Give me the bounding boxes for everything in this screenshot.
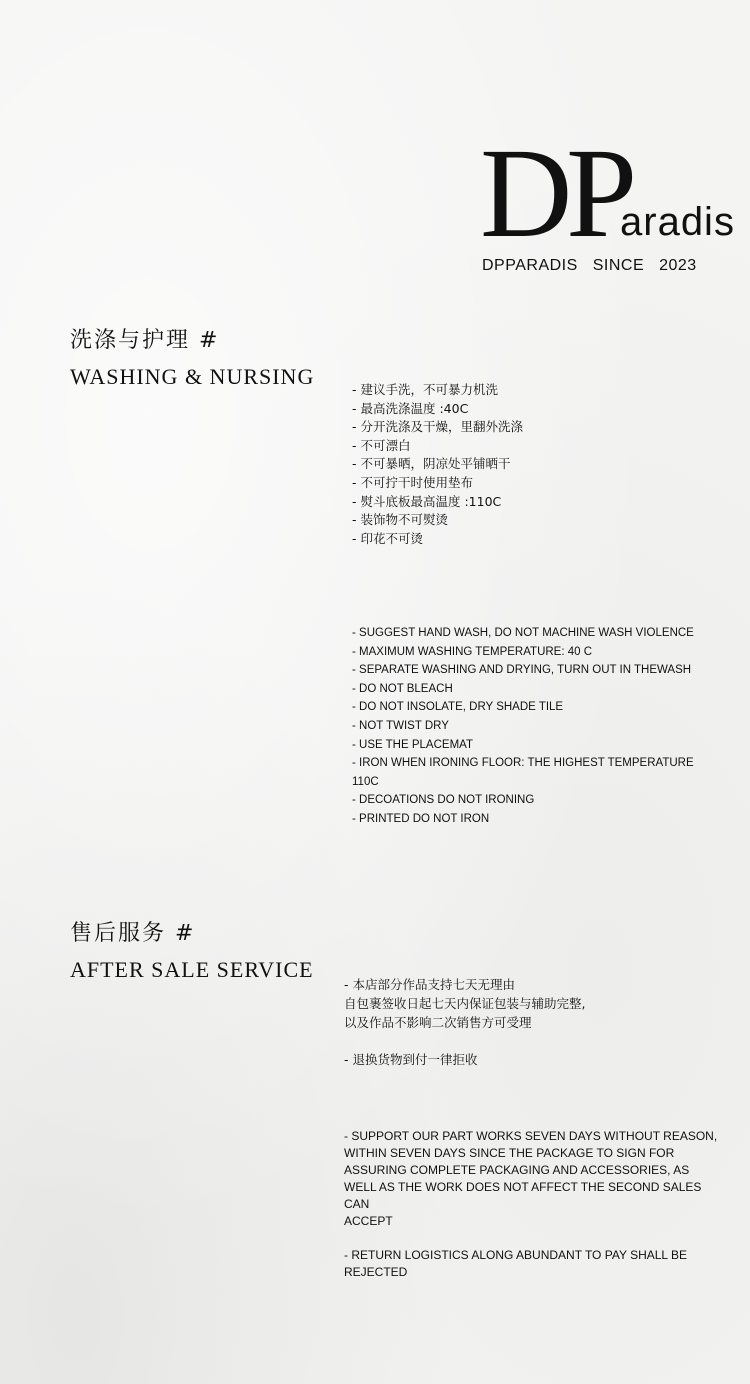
list-item: - DO NOT INSOLATE, DRY SHADE TILE bbox=[352, 701, 564, 714]
list-item: - 不可漂白 bbox=[352, 437, 411, 453]
after-sale-cn-paragraph-1: - 本店部分作品支持七天无理由 自包裹签收日起七天内保证包装与辅助完整, 以及作品不影响二次销售方可受理 bbox=[344, 977, 586, 1030]
logo-letter-p: P bbox=[566, 122, 638, 264]
washing-title-cn: 洗涤与护理 # bbox=[70, 328, 220, 353]
list-item: - 不可暴晒，阴凉处平铺晒干 bbox=[352, 456, 511, 472]
brand-tagline: DPPARADIS SINCE 2023 bbox=[482, 257, 697, 274]
after-sale-title-cn: 售后服务 # bbox=[70, 921, 196, 946]
list-item: - MAXIMUM WASHING TEMPERATURE: 40 C bbox=[352, 645, 593, 658]
washing-title-en: WASHING & NURSING bbox=[70, 364, 315, 389]
list-item: - 最高洗涤温度 :40C bbox=[352, 400, 469, 416]
list-item: - 熨斗底板最高温度 :110C bbox=[352, 493, 502, 509]
after-sale-cn-paragraph-2: - 退换货物到付一律拒收 bbox=[344, 1052, 478, 1067]
list-item: - DECOATIONS DO NOT IRONING bbox=[352, 794, 535, 807]
list-item: - 印花不可烫 bbox=[352, 530, 423, 546]
list-item: - 建议手洗，不可暴力机洗 bbox=[352, 382, 498, 397]
after-sale-en-paragraph-2: - RETURN LOGISTICS ALONG ABUNDANT TO PAY SHALL BE REJECTED bbox=[344, 1248, 687, 1279]
after-sale-en-paragraph-1: - SUPPORT OUR PART WORKS SEVEN DAYS WITHOUT REASON, WITHIN SEVEN DAYS SINCE THE PACKAGE TO SIGN FOR ASSURING COMPLETE PACKAGING AND ACCESSORIES, AS WELL AS THE WORK DOES NOT AFFECT THE SECOND SALES CAN ACCEPT bbox=[344, 1129, 718, 1228]
list-item: - IRON WHEN IRONING FLOOR: THE HIGHEST TEMPERATURE 110C bbox=[352, 757, 694, 788]
list-item: - DO NOT BLEACH bbox=[352, 682, 453, 695]
washing-list-en bbox=[352, 624, 697, 829]
list-item: - PRINTED DO NOT IRON bbox=[352, 812, 490, 825]
logo-wordmark: aradis bbox=[620, 200, 735, 244]
after-sale-text-en bbox=[344, 1128, 724, 1281]
after-sale-text-cn bbox=[344, 975, 674, 1069]
brand-logo bbox=[480, 122, 735, 264]
list-item: - 不可拧干时使用垫布 bbox=[352, 474, 473, 490]
logo-letter-d: D bbox=[480, 122, 569, 264]
list-item: - SEPARATE WASHING AND DRYING, TURN OUT IN THEWASH bbox=[352, 664, 692, 677]
list-item: - SUGGEST HAND WASH, DO NOT MACHINE WASH VIOLENCE bbox=[352, 627, 694, 639]
list-item: - NOT TWIST DRY bbox=[352, 719, 449, 732]
washing-list-cn bbox=[352, 381, 523, 548]
list-item: - USE THE PLACEMAT bbox=[352, 738, 473, 751]
after-sale-title-en: AFTER SALE SERVICE bbox=[70, 957, 314, 982]
list-item: - 装饰物不可熨烫 bbox=[352, 512, 448, 528]
list-item: - 分开洗涤及干燥，里翻外洗涤 bbox=[352, 419, 523, 435]
